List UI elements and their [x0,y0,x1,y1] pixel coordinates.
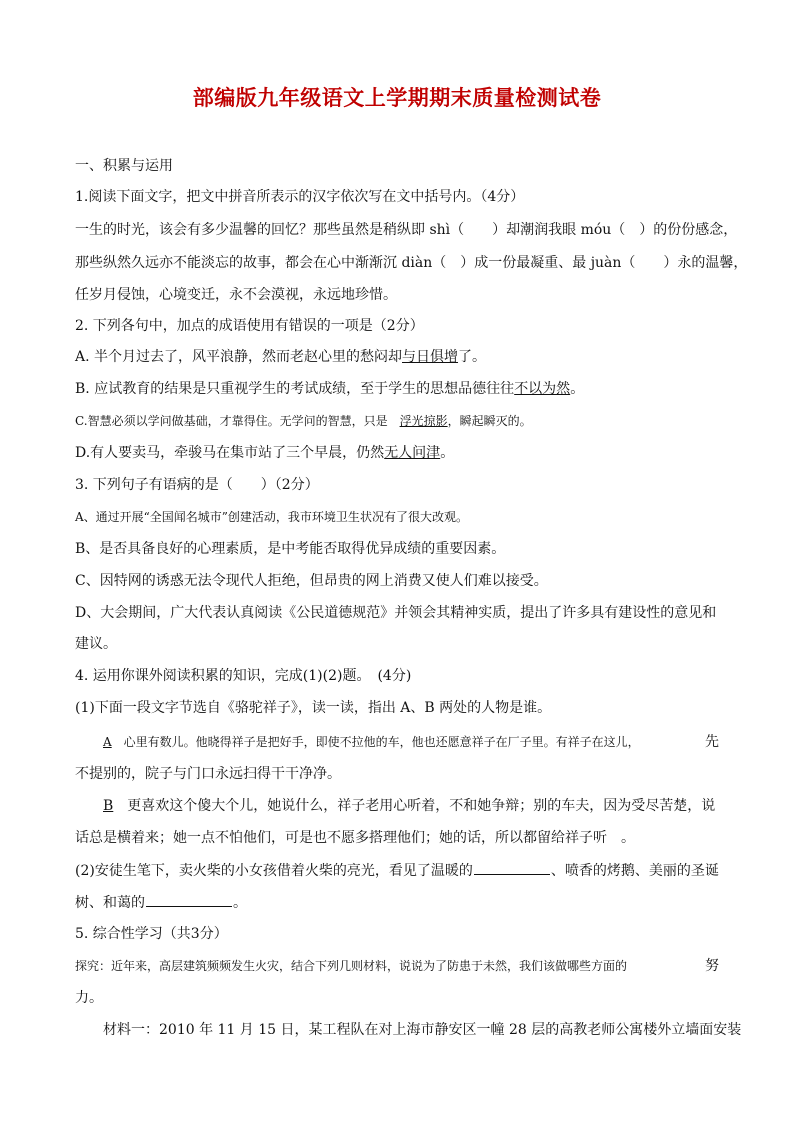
q5-explore [75,956,719,976]
q4-part2-text: (2)安徒生笔下，卖火柴的小女孩借着火柴的亮光，看见了温暖的 [75,863,473,879]
q2-b-end: 。 [570,381,585,397]
q4-passage-b-text: 更喜欢这个傻大个儿，她说什么，祥子老用心听着，不和她争辩；别的车夫，因为受尽苦楚，说 [113,798,716,814]
answer-blank-1[interactable] [474,860,550,875]
answer-blank-2[interactable] [146,892,232,907]
q4-part2-line2 [75,892,719,913]
q4-label-a: A [103,735,112,749]
exam-title: 部编版九年级语文上学期期末质量检测试卷 [192,86,602,110]
q1-line2: 那些纵然久远亦不能淡忘的故事，都会在心中渐渐沉 diàn（ ）成一份最凝重、最 juàn（ ）永的温馨， [75,255,748,271]
q1-stem: 1.阅读下面文字，把文中拼音所表示的汉字依次写在文中括号内。（4分） [75,189,525,205]
q2-option-d [75,443,719,463]
q2-option-b [75,379,719,399]
q4-part1: (1)下面一段文字节选自《骆驼祥子》，读一读，指出 A、B 两处的人物是谁。 [75,700,552,716]
q4-part2-line2-end: 。 [233,895,247,911]
q2-option-c [75,411,719,431]
q2-d-text: D.有人要卖马，牵骏马在集市站了三个早晨，仍然 [75,445,385,461]
q2-a-end: 了。 [458,349,487,365]
q3-stem: 3. 下列句子有语病的是（ ）（2分） [75,477,319,493]
q4-part2-text-after: 、喷香的烤鹅、美丽的圣诞 [550,863,719,879]
q4-label-b: B [103,798,114,814]
q2-stem: 2. 下列各句中，加点的成语使用有错误的一项是（2分） [75,318,424,334]
q4-passage-a [103,732,719,752]
q1-line3: 任岁月侵蚀，心境变迁，永不会漠视，永远地珍惜。 [75,287,397,303]
q2-d-idiom: 无人问津 [384,445,441,461]
q4-passage-a-line2: 不提别的，院子与门口永远扫得干干净净。 [75,766,341,782]
q2-a-idiom: 与日俱增 [402,349,459,365]
q5-stem: 5. 综合性学习（共3分） [75,926,228,942]
q2-c-idiom: 浮光掠影 [399,414,448,428]
section-heading: 一、积累与运用 [75,158,173,174]
q5-material1: 材料一：2010 年 11 月 15 日，某工程队在对上海市静安区一幢 28 层的高教老师公寓楼外立墙面安装 [103,1022,742,1038]
q4-passage-a-tail: 先 [705,734,719,750]
q4-stem: 4. 运用你课外阅读积累的知识，完成(1)(2)题。 (4分) [75,668,412,684]
q2-a-text: A. 半个月过去了，风平浪静，然而老赵心里的愁闷却 [75,349,403,365]
q4-passage-b [103,796,719,816]
q5-explore-tail: 努 [705,958,719,974]
q3-option-d-line1: D、大会期间，广大代表认真阅读《公民道德规范》并领会其精神实质，提出了许多具有建设性的意见和 [75,605,717,621]
q4-part2-line1 [75,860,719,881]
q4-passage-b-line2: 话总是横着来；她一点不怕他们，可是也不愿多搭理他们；她的话，所以都留给祥子听 。 [75,830,635,846]
q2-b-text: B. 应试教育的结果是只重视学生的考试成绩，至于学生的思想品德往往 [75,381,515,397]
q2-c-text: C.智慧必须以学问做基础，才靠得住。无学问的智慧，只是 [75,414,400,428]
q5-explore-line2: 力。 [75,990,103,1006]
q5-explore-text: 探究：近年来，高层建筑频频发生火灾，结合下列几则材料，说说为了防患于未然，我们该做哪些方面的 [75,959,628,973]
q2-b-idiom: 不以为然 [514,381,571,397]
q3-option-a: A、通过开展“全国闻名城市”创建活动，我市环境卫生状况有了很大改观。 [75,510,468,524]
q2-c-end: ，瞬起瞬灭的。 [447,414,532,428]
q3-option-d-line2: 建议。 [75,636,117,652]
q3-option-b: B、是否具备良好的心理素质，是中考能否取得优异成绩的重要因素。 [75,541,506,557]
q4-passage-a-text: 心里有数儿。他晓得祥子是把好手，即使不拉他的车，他也还愿意祥子在厂子里。有祥子在这儿， [111,735,640,749]
q1-line1: 一生的时光，该会有多少温馨的回忆？那些虽然是稍纵即 shì（ ）却潮润我眼 móu（ ）的份份感念， [75,222,738,238]
q4-part2-line2-text: 树、和蔼的 [75,895,145,911]
q2-option-a [75,347,719,367]
q2-d-end: 。 [440,445,455,461]
q3-option-c: C、因特网的诱惑无法令现代人拒绝，但昂贵的网上消费又使人们难以接受。 [75,573,548,589]
